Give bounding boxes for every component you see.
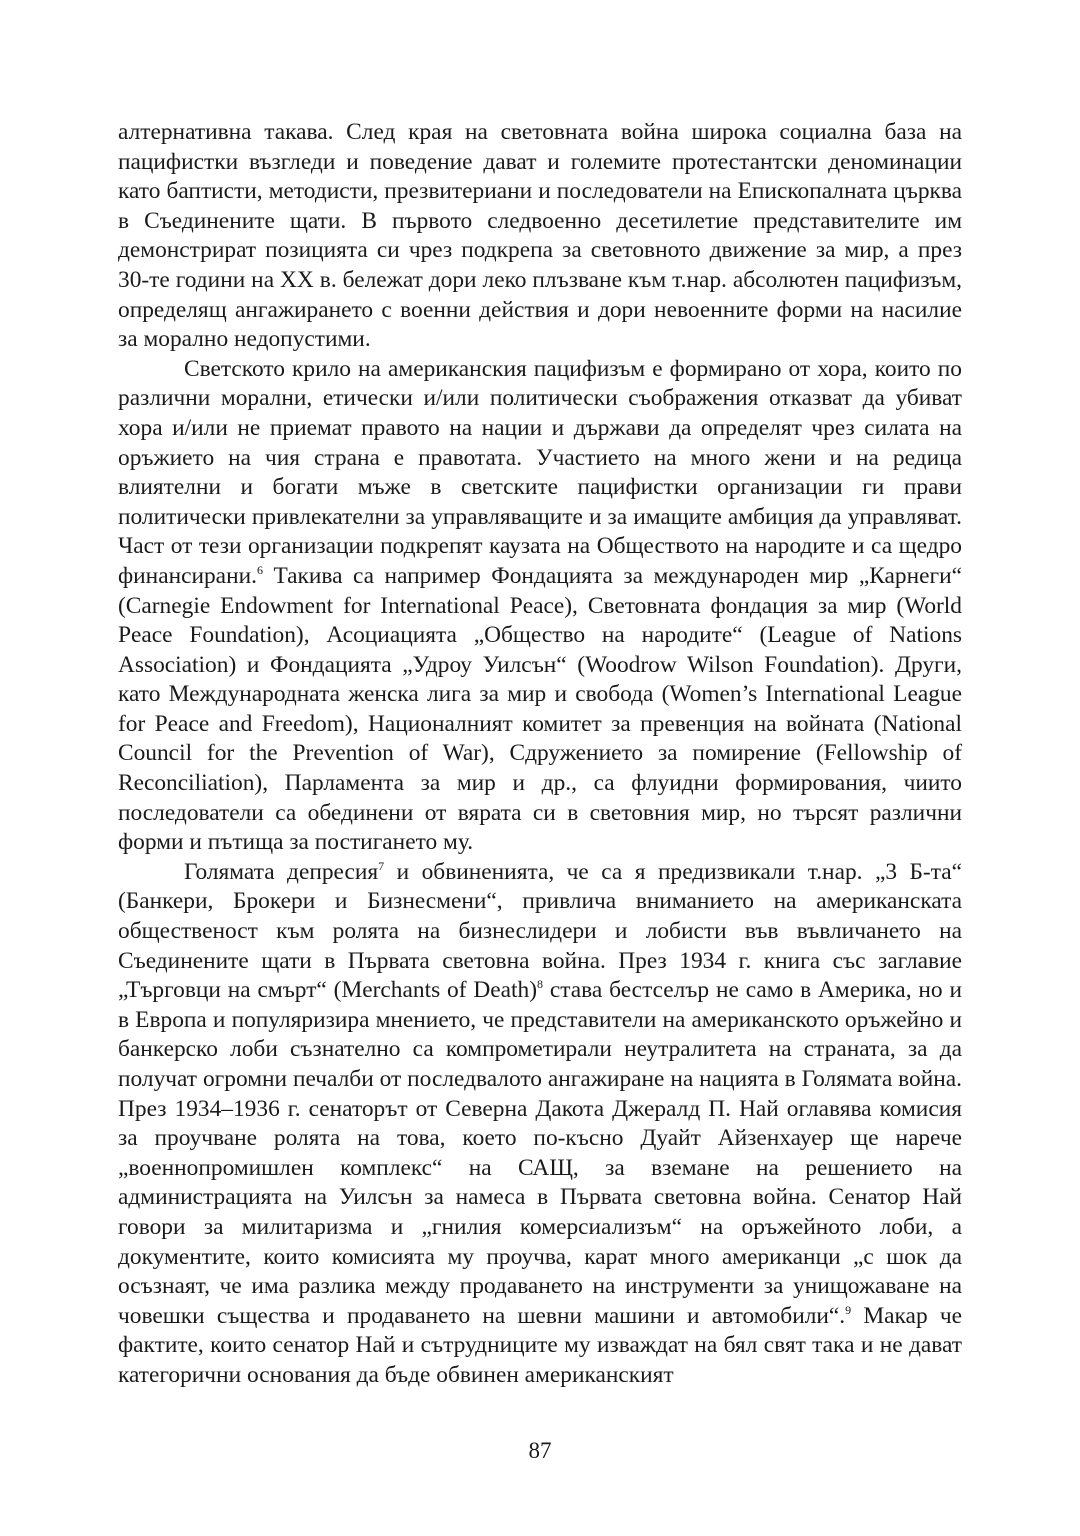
paragraph-2-text-a: Светското крило на американския пацифизъм е формирано от хора, които по различни морални, етически и/или политически съображения отказват да убиват хора и/или не приемат правото на нации и държави да определят чрез силата на оръжието на чия страна е правотата. Участието на много жени и на редица влиятелни и богати мъже в светските пацифистки организации ги прави политически привлекателни за управляващите и за имащите амбиция да управляват. Част от тези организации подкрепят каузата на Обществото на народите и са щедро финансирани.	[118, 355, 962, 589]
paragraph-2-text-b: Такива са например Фондацията за международен мир „Карнеги“ (Carnegie Endowment for International Peace), Световната фондация за мир (World Peace Foundation), Асоциацията „Общество на народите“ (League of Nations Association) и Фондацията „Удроу Уилсън“ (Woodrow Wilson Foundation). Други, като Международната женска лига за мир и свобода (Women’s International League for Peace and Freedom), Националният комитет за превенция на войната (National Council for the Prevention of War), Сдружението за помирение (Fellowship of Reconciliation), Парламента за мир и др., са флуидни формирования, чиито последователи са обединени от вярата си в световния мир, но търсят различни форми и пътища за постигането му.	[118, 562, 962, 856]
paragraph-3-text-a: Голямата депресия	[184, 858, 379, 885]
page-number: 87	[528, 1438, 552, 1463]
paragraph-2	[118, 355, 962, 858]
footnote-ref-6: 6	[256, 562, 263, 577]
footnote-ref-7: 7	[378, 858, 385, 873]
paragraph-1: алтернативна такава. След края на световната война широка социална база на пацифистки възгледи и поведение дават и големите протестантски деноминации като баптисти, методисти, презвитериани и последователи на Епископалната църква в Съединените щати. В първото следвоенно десетилетие представителите им демонстрират позицията си чрез подкрепа за световното движение за мир, а през 30-те години на XX в. бележат дори леко плъзване към т.нар. абсолютен пацифизъм, определящ ангажирането с военни действия и дори невоенните форми на насилие за морално недопустими.	[118, 119, 962, 353]
paragraph-3-text-b: и обвиненията, че са я предизвикали т.нар. „3 Б-та“ (Банкери, Брокери и Бизнесмени“, привлича вниманието на американската общественост към ролята на бизнеслидери и лобисти във въвличането на Съединените щати в Първата световна война. През 1934 г. книга със заглавие „Търговци на смърт“ (Merchants of Death)	[118, 858, 962, 1004]
paragraph-3-text-c: става бестселър не само в Америка, но и в Европа и популяризира мнението, че представители на американското оръжейно и банкерско лоби съзнателно са компрометирали неутралитета на страната, за да получат огромни печалби от последвалото ангажиране на нацията в Голямата война. През 1934–1936 г. сенаторът от Северна Дакота Джералд П. Най оглавява комисия за проучване ролята на това, което по-късно Дуайт Айзенхауер ще нарече „военнопромишлен комплекс“ на САЩ, за вземане на решението на администрацията на Уилсън за намеса в Първата световна война. Сенатор Най говори за милитаризма и „гнилия комерсиализъм“ на оръжейното лоби, а документите, които комисията му проучва, карат много американци „с шок да осъзнаят, че има разлика между продаването на инструменти за унищожаване на човешки същества и продаването на шевни машини и автомобили“.	[118, 977, 962, 1329]
footnote-ref-8: 8	[537, 977, 544, 992]
paragraph-3-text-d: Макар че фактите, които сенатор Най и сътрудниците му изваждат на бял свят така и не дават категорични основания да бъде обвинен американският	[118, 1302, 963, 1388]
paragraph-3	[118, 858, 962, 1391]
page-body	[118, 118, 962, 1391]
footnote-ref-9: 9	[845, 1302, 852, 1317]
